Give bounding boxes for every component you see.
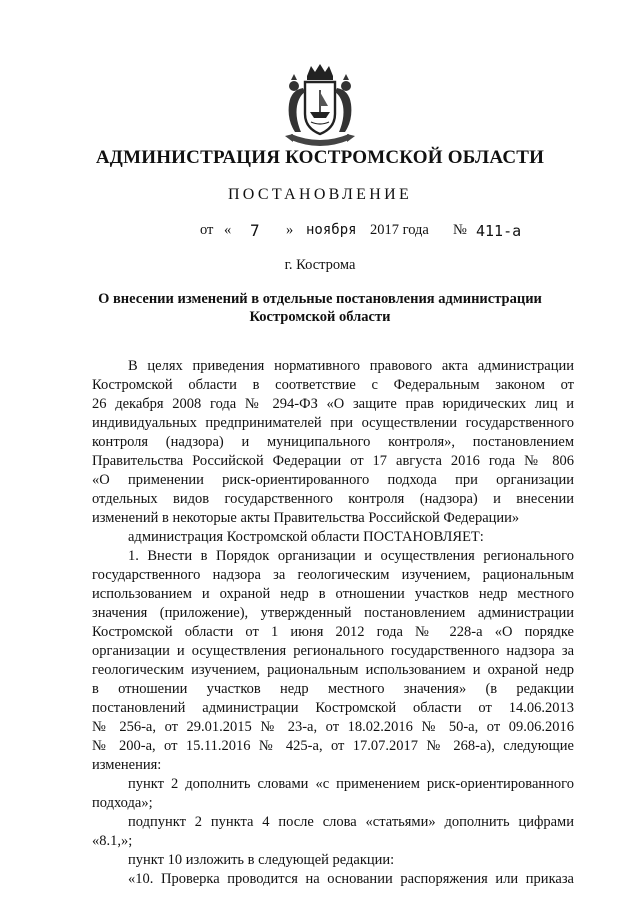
body-line: отдельных видов государственного контроля (надзора) и внесении <box>92 491 574 507</box>
document-type: ПОСТАНОВЛЕНИЕ <box>227 186 413 203</box>
body-line: Костромской области от 1 июня 2012 года № 228-а «О порядке <box>92 624 574 640</box>
coat-of-arms-emblem <box>277 62 363 152</box>
date-month: ноября <box>306 222 357 238</box>
body-line: 26 декабря 2008 года № 294-ФЗ «О защите прав юридических лиц и <box>92 396 574 412</box>
body-line: контроля (надзора) и муниципального контроля», постановлением <box>92 434 574 450</box>
date-year: 2017 года <box>370 222 429 238</box>
body-line: индивидуальных предпринимателей при осуществлении государственного <box>92 415 574 431</box>
body-line: «О применении риск-ориентированного подхода при организации <box>92 472 574 488</box>
body-line: № 256-а, от 29.01.2015 № 23-а, от 18.02.2016 № 50-а, от 09.06.2016 <box>92 719 574 735</box>
quote-open: « <box>224 222 232 238</box>
document-number: 411-а <box>476 222 522 240</box>
document-subject <box>60 290 580 326</box>
quote-close: » <box>286 222 294 238</box>
number-sign: № <box>453 222 467 238</box>
body-line: государственного надзора за геологическим изучением, рациональным <box>92 567 574 583</box>
body-line: постановлений администрации Костромской области от 14.06.2013 <box>92 700 574 716</box>
body-line: значения (приложение), утвержденный постановлением администрации <box>92 605 574 621</box>
date-prefix: от <box>200 222 214 238</box>
body-line: Костромской области в соответствие с Федеральным законом от <box>92 377 574 393</box>
body-line: в отношении участков недр местного значения» (в редакции <box>92 681 574 697</box>
body-line: пункт 2 дополнить словами «с применением риск-ориентированного <box>128 776 574 792</box>
organization-name: АДМИНИСТРАЦИЯ КОСТРОМСКОЙ ОБЛАСТИ <box>95 147 545 168</box>
body-line: № 200-а, от 15.11.2016 № 425-а, от 17.07.2017 № 268-а), следующие <box>92 738 574 754</box>
body-line: В целях приведения нормативного правового акта администрации <box>128 358 574 374</box>
body-line: «8.1,»; <box>92 833 133 849</box>
subject-line: О внесении изменений в отдельные постановления администрации <box>98 291 542 307</box>
body-line: геологическим изучением, рациональным использованием и охраной недр <box>92 662 574 678</box>
body-line: 1. Внести в Порядок организации и осуществления регионального <box>128 548 574 564</box>
body-line: администрация Костромской области ПОСТАНОВЛЯЕТ: <box>128 529 484 545</box>
body-line: «10. Проверка проводится на основании распоряжения или приказа <box>128 871 574 887</box>
city: г. Кострома <box>284 257 356 273</box>
body-line: изменений в некоторые акты Правительства Российской Федерации» <box>92 510 520 526</box>
body-line: подпункт 2 пункта 4 после слова «статьями» дополнить цифрами <box>128 814 574 830</box>
body-line: подхода»; <box>92 795 153 811</box>
body-line: организации и осуществления регионального государственного надзора за <box>92 643 574 659</box>
subject-line: Костромской области <box>249 309 391 325</box>
body-line: Правительства Российской Федерации от 17 августа 2016 года № 806 <box>92 453 574 469</box>
body-line: пункт 10 изложить в следующей редакции: <box>128 852 395 868</box>
body-line: использованием и охраной недр в отношении участков недр местного <box>92 586 574 602</box>
body-line: изменения: <box>92 757 162 773</box>
date-day: 7 <box>250 221 260 240</box>
